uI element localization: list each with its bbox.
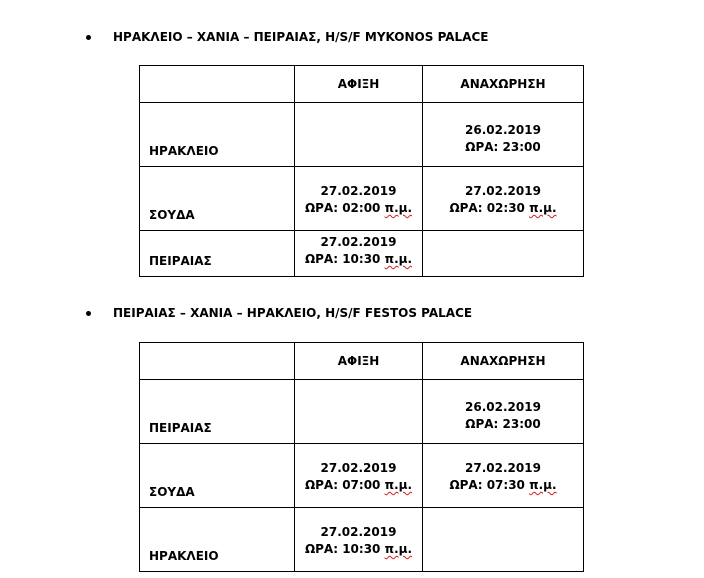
departure-date: 26.02.2019 (465, 122, 541, 137)
arrival-cell (295, 103, 423, 167)
bullet-icon (86, 311, 91, 316)
arrival-time: ΩΡΑ: 10:30 π.μ. (304, 252, 413, 266)
departure-time: ΩΡΑ: 23:00 (465, 416, 541, 431)
table-row (139, 167, 584, 231)
header-cell-empty (140, 342, 295, 380)
place-cell: ΠΕΙΡΑΙΑΣ (140, 380, 295, 444)
section-title (86, 306, 472, 320)
section-title (86, 30, 489, 44)
place-cell: ΣΟΥΔΑ (140, 444, 295, 508)
place-cell: ΠΕΙΡΑΙΑΣ (140, 231, 295, 277)
route-title: ΗΡΑΚΛΕΙΟ – ΧΑΝΙΑ – ΠΕΙΡΑΙΑΣ, H/S/F MYKONOS PALACE (113, 30, 489, 44)
arrival-time: ΩΡΑ: 10:30 π.μ. (304, 542, 413, 556)
departure-time: ΩΡΑ: 07:30 π.μ. (449, 478, 557, 492)
arrival-cell (295, 380, 423, 444)
table-header-row (139, 342, 584, 380)
departure-cell (423, 103, 584, 167)
arrival-cell (295, 167, 423, 231)
departure-time: ΩΡΑ: 23:00 (465, 139, 541, 154)
bullet-icon (86, 35, 91, 40)
arrival-cell (295, 231, 423, 277)
time-suffix: π.μ. (384, 478, 413, 492)
time-suffix: π.μ. (529, 201, 557, 215)
schedule-table (139, 65, 584, 277)
time-suffix: π.μ. (384, 542, 413, 556)
departure-cell (423, 508, 584, 572)
arrival-date: 27.02.2019 (320, 461, 397, 475)
place-cell: ΗΡΑΚΛΕΙΟ (140, 508, 295, 572)
header-cell-departure: ΑΝΑΧΩΡΗΣΗ (423, 342, 584, 380)
header-cell-arrival: ΑΦΙΞΗ (295, 342, 423, 380)
place-cell: ΗΡΑΚΛΕΙΟ (140, 103, 295, 167)
table-row (139, 231, 584, 277)
header-cell-arrival: ΑΦΙΞΗ (295, 65, 423, 103)
departure-cell (423, 380, 584, 444)
table-row (139, 508, 584, 572)
departure-time: ΩΡΑ: 02:30 π.μ. (449, 201, 557, 215)
table-row (139, 444, 584, 508)
departure-date: 27.02.2019 (465, 461, 541, 475)
departure-date: 26.02.2019 (465, 399, 541, 414)
table-row (139, 380, 584, 444)
arrival-time: ΩΡΑ: 07:00 π.μ. (304, 478, 413, 492)
place-cell: ΣΟΥΔΑ (140, 167, 295, 231)
arrival-cell (295, 444, 423, 508)
departure-cell (423, 167, 584, 231)
time-suffix: π.μ. (384, 252, 413, 266)
arrival-cell (295, 508, 423, 572)
arrival-time: ΩΡΑ: 02:00 π.μ. (304, 201, 413, 215)
departure-date: 27.02.2019 (465, 184, 541, 198)
table-row (139, 103, 584, 167)
time-suffix: π.μ. (529, 478, 557, 492)
schedule-table (139, 342, 584, 572)
departure-cell (423, 231, 584, 277)
arrival-date: 27.02.2019 (320, 525, 397, 539)
table-header-row (139, 65, 584, 103)
arrival-date: 27.02.2019 (320, 184, 397, 198)
header-cell-empty (140, 65, 295, 103)
time-suffix: π.μ. (384, 201, 413, 215)
departure-cell (423, 444, 584, 508)
header-cell-departure: ΑΝΑΧΩΡΗΣΗ (423, 65, 584, 103)
route-title: ΠΕΙΡΑΙΑΣ – ΧΑΝΙΑ – ΗΡΑΚΛΕΙΟ, H/S/F FESTOS PALACE (113, 306, 473, 320)
arrival-date: 27.02.2019 (320, 235, 397, 249)
